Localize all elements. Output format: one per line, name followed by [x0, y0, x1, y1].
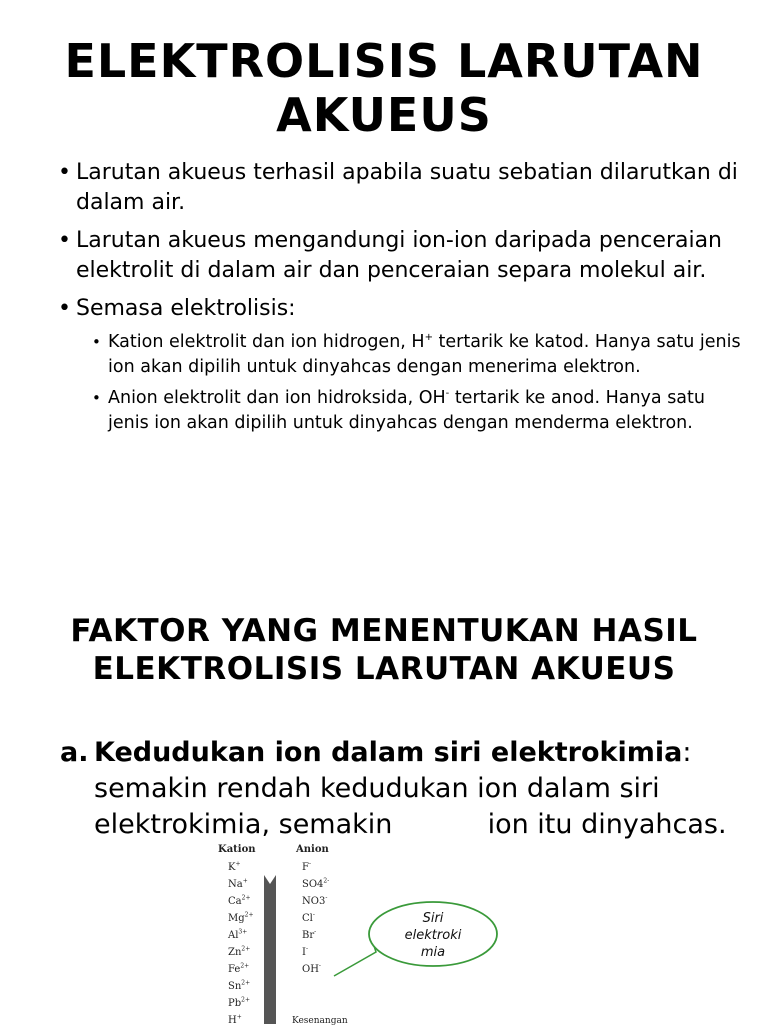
- ion-label: [302, 913, 315, 924]
- callout-line: mia: [420, 945, 446, 960]
- sub-bullet-item: [92, 330, 748, 380]
- series-arrow-bar: [264, 866, 276, 1024]
- series-footer: Kesenangan: [292, 1016, 348, 1026]
- callout-line: Siri: [422, 911, 444, 926]
- bullet-list: [58, 158, 748, 444]
- ion-charge: 3+: [238, 928, 248, 936]
- ion-charge: 2-: [323, 877, 330, 885]
- ion-label: [228, 879, 248, 890]
- ion-symbol: Zn: [228, 947, 242, 958]
- bullet-item: • Larutan akueus terhasil apabila suatu sebatian dilarutkan di dalam air.: [58, 158, 748, 218]
- callout-line: elektroki: [404, 928, 462, 943]
- ion-symbol: H: [228, 1015, 237, 1026]
- charge-superscript: -: [445, 388, 450, 400]
- ion-charge: -: [318, 962, 321, 970]
- anion-header: Anion: [296, 844, 329, 855]
- sub-bullet-list: [76, 330, 748, 436]
- ion-symbol: SO4: [302, 879, 324, 890]
- ion-charge: -: [325, 894, 328, 902]
- ion-symbol: I: [302, 947, 306, 958]
- ion-symbol: Ca: [228, 896, 242, 907]
- ion-label: [302, 964, 321, 975]
- ion-label: [228, 998, 250, 1009]
- ion-label: [302, 879, 329, 890]
- ion-charge: -: [305, 945, 308, 953]
- point-rest-text: : semakin rendah kedudukan ion dalam siri elektrokimia, semakin: [94, 737, 692, 840]
- ion-charge: 2+: [241, 996, 250, 1004]
- sub-bullet-text: tertarik ke katod. Hanya satu jenis ion akan dipilih untuk dinyahcas dengan menerima elektron.: [108, 332, 741, 377]
- ion-charge: -: [312, 911, 315, 919]
- ion-label: [228, 862, 241, 873]
- ion-symbol: OH: [302, 964, 319, 975]
- slide-title: ELEKTROLISIS LARUTAN AKUEUS: [64, 34, 704, 142]
- ion-symbol: F: [302, 862, 309, 873]
- section-title: FAKTOR YANG MENENTUKAN HASIL ELEKTROLISIS LARUTAN AKUEUS: [70, 613, 698, 687]
- ion-label: [302, 862, 311, 873]
- bullet-item: [58, 294, 748, 436]
- ion-label: [228, 947, 250, 958]
- callout-pointer: [334, 946, 376, 976]
- ion-label: [228, 930, 247, 941]
- ion-label: [302, 930, 316, 941]
- ion-symbol: Na: [228, 879, 243, 890]
- ion-symbol: Br: [302, 930, 315, 941]
- ion-charge: +: [242, 877, 248, 885]
- series-arrow-notch: [258, 866, 282, 884]
- ion-label: [302, 896, 327, 907]
- series-svg: [206, 840, 536, 1024]
- bullet-text: Semasa elektrolisis:: [76, 296, 296, 321]
- electrochemical-series-figure: [206, 840, 536, 1024]
- point-rest-text: ion itu dinyahcas.: [487, 809, 727, 840]
- point-a: [60, 735, 740, 843]
- ion-symbol: K: [228, 862, 236, 873]
- ion-charge: 2+: [241, 979, 251, 987]
- ion-label: [228, 1015, 242, 1026]
- sub-bullet-text: Anion elektrolit dan ion hidroksida, OH: [108, 388, 446, 408]
- charge-superscript: +: [424, 332, 433, 344]
- ion-symbol: Fe: [228, 964, 241, 975]
- ion-charge: 2+: [241, 945, 251, 953]
- point-text: [94, 735, 740, 843]
- sub-bullet-text: tertarik ke anod. Hanya satu jenis ion akan dipilih untuk dinyahcas dengan menderma elektron.: [108, 388, 705, 433]
- ion-charge: +: [236, 1013, 242, 1021]
- ion-charge: -: [314, 928, 317, 936]
- point-letter: a.: [60, 737, 89, 768]
- ion-label: [228, 964, 249, 975]
- ion-symbol: Al: [228, 930, 239, 941]
- ion-charge: 2+: [244, 911, 254, 919]
- ion-symbol: Pb: [228, 998, 242, 1009]
- ion-label: [228, 896, 250, 907]
- ion-charge: -: [308, 860, 311, 868]
- ion-symbol: Cl: [302, 913, 313, 924]
- ion-label: [302, 947, 308, 958]
- point-bold-text: Kedudukan ion dalam siri elektrokimia: [94, 737, 683, 768]
- sub-bullet-text: Kation elektrolit dan ion hidrogen, H: [108, 332, 425, 352]
- sub-bullet-item: [92, 386, 748, 436]
- kation-header: Kation: [218, 844, 256, 855]
- bullet-item: • Larutan akueus mengandungi ion-ion daripada penceraian elektrolit di dalam air dan penceraian separa molekul air.: [58, 226, 748, 286]
- ion-label: [228, 981, 250, 992]
- ion-charge: 2+: [240, 962, 250, 970]
- ion-symbol: Sn: [228, 981, 242, 992]
- ion-label: [228, 913, 254, 924]
- ion-charge: 2+: [241, 894, 251, 902]
- ion-symbol: NO3: [302, 896, 326, 907]
- ion-charge: +: [235, 860, 241, 868]
- ion-symbol: Mg: [228, 913, 245, 924]
